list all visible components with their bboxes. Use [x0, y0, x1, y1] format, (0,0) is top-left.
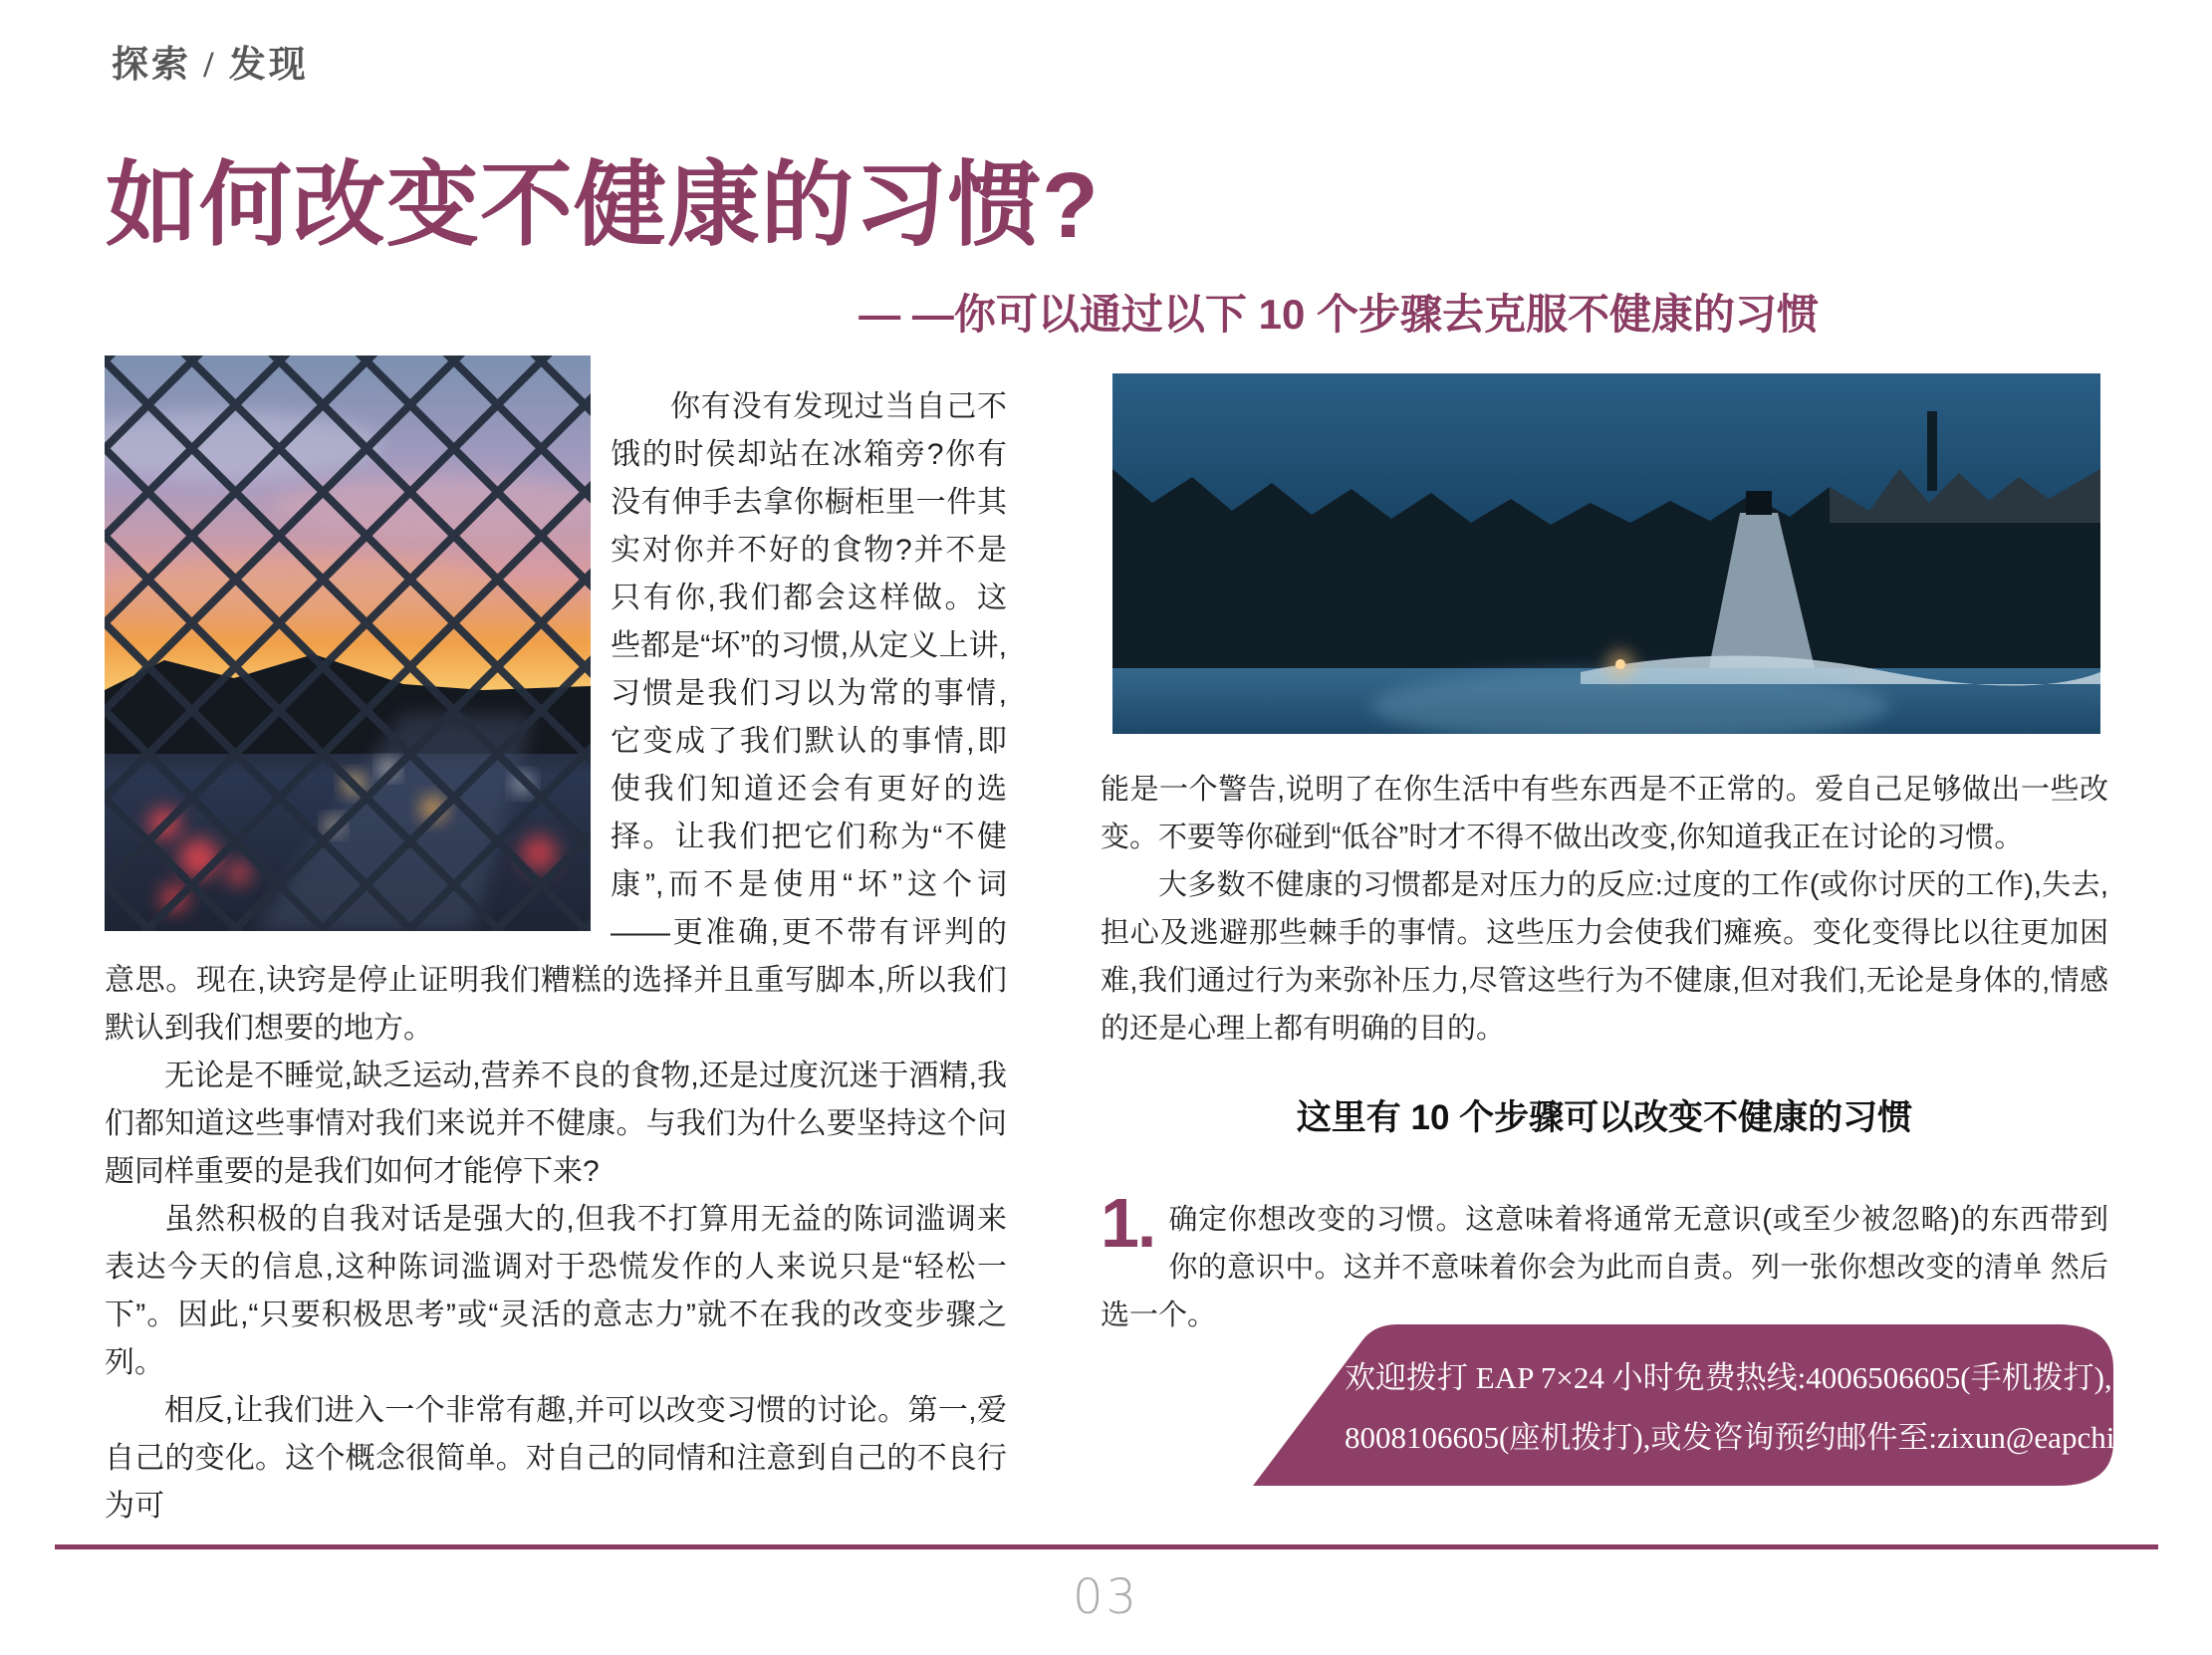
- fence-sunset-photo: [105, 355, 591, 931]
- step-text: 确定你想改变的习惯。这意味着将通常无意识(或至少被忽略)的东西带到你的意识中。这并不意味着你会为此而自责。列一张你想改变的清单 然后选一个。: [1101, 1204, 2108, 1331]
- body-paragraph: 能是一个警告,说明了在你生活中有些东西是不正常的。爱自己足够做出一些改变。不要等你碰到“低谷”时才不得不做出改变,你知道我正在讨论的习惯。: [1101, 774, 2108, 853]
- hotline-banner: [1245, 1324, 2190, 1486]
- article-subtitle: — —你可以通过以下 10 个步骤去克服不健康的习惯: [859, 291, 1819, 338]
- winter-forest-photo: [1112, 373, 2100, 734]
- step-item-1: [1101, 1184, 2108, 1339]
- fence-sunset-photo-art: [105, 355, 591, 931]
- step-number: 1.: [1101, 1184, 1155, 1262]
- winter-forest-photo-art: [1112, 373, 2100, 734]
- body-paragraph: 你有没有发现过当自己不饿的时侯却站在冰箱旁?你有没有伸手去拿你橱柜里一件其实对你并不好的食物?并不是只有你,我们都会这样做。这些都是“坏”的习惯,从定义上讲,习惯是我们习以为常的事情,它变成了我们默认的事情,即使我们知道还会有更好的选择。让我们把它们称为“不健康”,而不是使用“坏”这个词——更准确,更不带有评判的意思。现在,诀窍是停止证明我们糟糕的选择并且重写脚本,所以我们默认到我们想要的地方。: [105, 390, 1007, 1045]
- body-paragraph: 虽然积极的自我对话是强大的,但我不打算用无益的陈词滥调来表达今天的信息,这种陈词滥调对于恐慌发作的人来说只是“轻松一下”。因此,“只要积极思考”或“灵活的意志力”就不在我的改变步骤之列。: [105, 1203, 1007, 1379]
- steps-heading: 这里有 10 个步骤可以改变不健康的习惯: [1296, 1098, 1913, 1137]
- article-title: 如何改变不健康的习惯?: [106, 153, 1100, 257]
- body-paragraph: 无论是不睡觉,缺乏运动,营养不良的食物,还是过度沉迷于酒精,我们都知道这些事情对我们来说并不健康。与我们为什么要坚持这个问题同样重要的是我们如何才能停下来?: [105, 1060, 1007, 1188]
- body-paragraph: 相反,让我们进入一个非常有趣,并可以改变习惯的讨论。第一,爱自己的变化。这个概念很简单。对自己的同情和注意到自己的不良行为可: [105, 1394, 1007, 1523]
- body-paragraph: 大多数不健康的习惯都是对压力的反应:过度的工作(或你讨厌的工作),失去,担心及逃避那些棘手的事情。这些压力会使我们瘫痪。变化变得比以往更加困难,我们通过行为来弥补压力,尽管这些行为不健康,但对我们,无论是身体的,情感的还是心理上都有明确的目的。: [1101, 869, 2108, 1045]
- hotline-line-1: 欢迎拨打 EAP 7×24 小时免费热线:4006506605(手机拨打),: [1345, 1360, 2112, 1395]
- left-column: [105, 355, 1007, 1531]
- hotline-line-2: 8008106605(座机拨打),或发咨询预约邮件至:zixun@eapchina.net: [1345, 1420, 2190, 1455]
- section-category-label: 探索 / 发现: [112, 45, 309, 86]
- right-column: [1101, 373, 2108, 1339]
- page-number: 03: [1072, 1569, 1140, 1625]
- footer-divider: [55, 1544, 2158, 1549]
- hotline-text: [1245, 1324, 2190, 1486]
